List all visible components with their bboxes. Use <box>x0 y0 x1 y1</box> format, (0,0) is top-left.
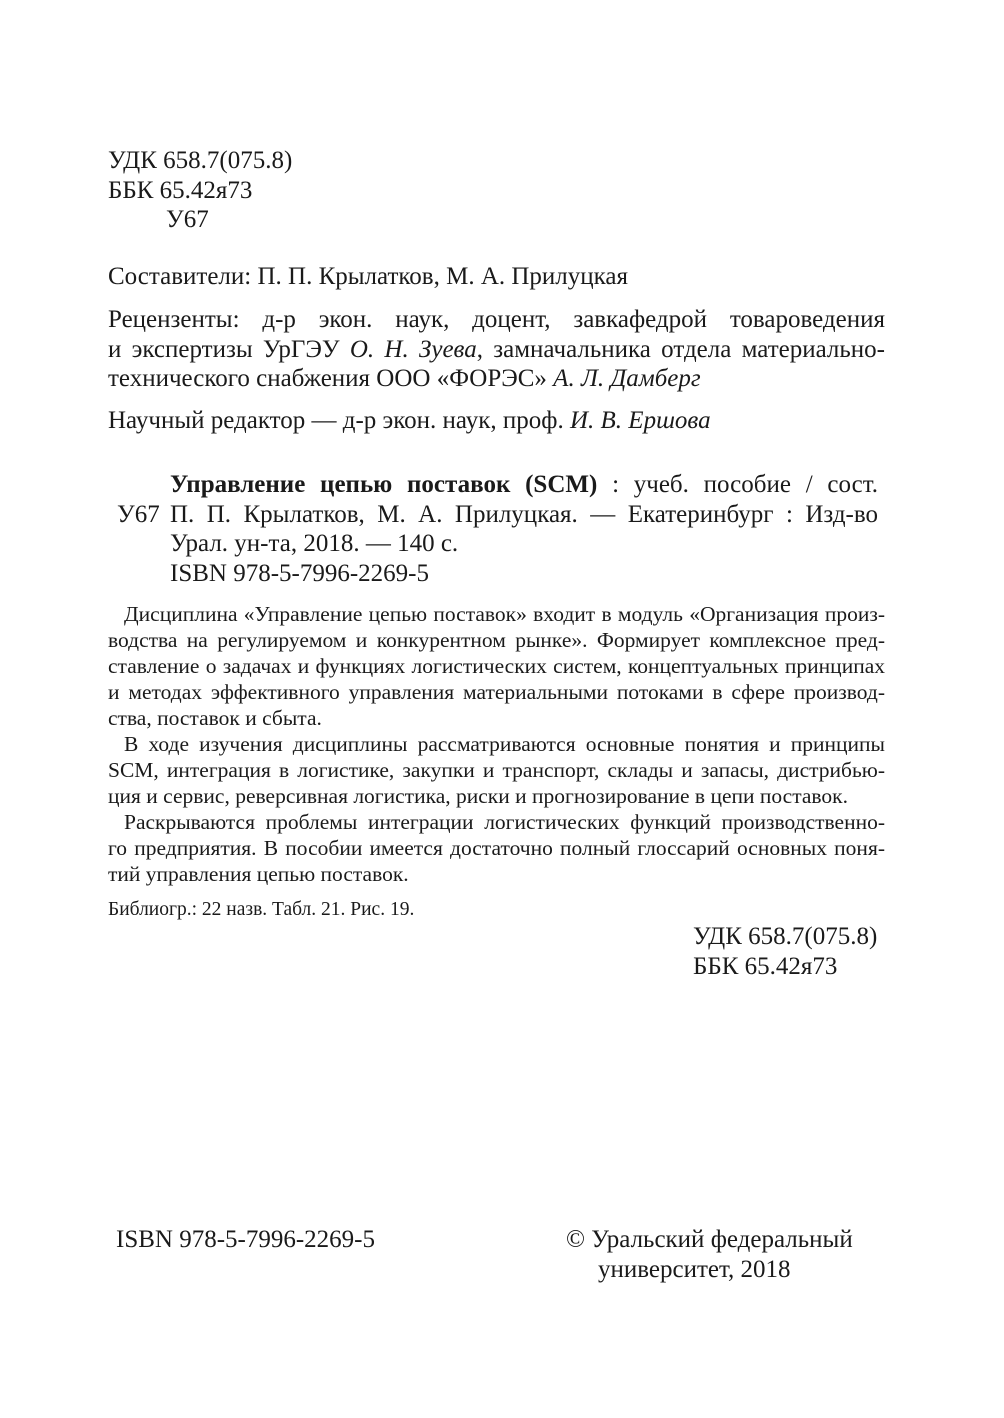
biblio-text: : учеб. пособие / сост. <box>597 471 878 498</box>
abstract-p2-line: В ходе изучения дисциплины рассматриваются основные понятия и принципы <box>124 732 885 756</box>
reviewers-line-3 <box>108 364 701 394</box>
bottom-isbn: ISBN 978-5-7996-2269-5 <box>116 1226 376 1253</box>
editor-name: И. В. Ершова <box>569 407 711 434</box>
compilers-line: Составители: П. П. Крылатков, М. А. Прилуцкая <box>108 263 629 290</box>
editor-text: Научный редактор — д-р экон. наук, проф. <box>108 407 570 434</box>
footer-bbk-code: ББК 65.42я73 <box>693 953 838 980</box>
udk-code: УДК 658.7(075.8) <box>108 147 293 174</box>
reviewer-name-zueva: О. Н. Зуева <box>349 336 477 363</box>
reviewers-text: технического снабжения ООО «ФОРЭС» <box>108 365 554 392</box>
abstract-p3-line: Раскрываются проблемы интеграции логистических функций производственно- <box>124 810 885 834</box>
editor-line <box>108 406 711 436</box>
reviewers-line-1: Рецензенты: д-р экон. наук, доцент, завкафедрой товароведения <box>108 306 885 333</box>
bbk-code: ББК 65.42я73 <box>108 177 253 204</box>
author-code: У67 <box>166 206 209 233</box>
bibliography-note: Библиогр.: 22 назв. Табл. 21. Рис. 19. <box>108 899 415 920</box>
reviewers-line-2 <box>108 335 885 365</box>
abstract-p1-line: и методах эффективного управления материальными потоками в сфере производ- <box>108 680 885 704</box>
reviewers-text: , замначальника отдела материально- <box>476 336 885 363</box>
abstract-p1-line: ства, поставок и сбыта. <box>108 706 322 730</box>
footer-udk-code: УДК 658.7(075.8) <box>693 923 878 950</box>
reviewer-name-damberg: А. Л. Дамберг <box>553 365 701 392</box>
abstract-p1-line: водства на регулируемом и конкурентном рынке». Формирует комплексное пред- <box>108 628 885 652</box>
book-title: Управление цепью поставок (SCM) <box>170 471 598 498</box>
biblio-isbn: ISBN 978-5-7996-2269-5 <box>170 560 430 587</box>
abstract-p3-line: го предприятия. В пособии имеется достаточно полный глоссарий основных поня- <box>108 836 885 860</box>
biblio-code: У67 <box>117 501 160 528</box>
abstract-p3-line: тий управления цепью поставок. <box>108 862 409 886</box>
abstract-p2-line: SCM, интеграция в логистике, закупки и транспорт, склады и запасы, дистрибью- <box>108 758 885 782</box>
biblio-line-2: П. П. Крылатков, М. А. Прилуцкая. — Екатеринбург : Изд-во <box>170 501 878 528</box>
copyright-line-2: университет, 2018 <box>598 1256 791 1283</box>
copyright-line-1: © Уральский федеральный <box>566 1226 853 1253</box>
reviewers-text: и экспертизы УрГЭУ <box>108 336 350 363</box>
abstract-p1-line: Дисциплина «Управление цепью поставок» входит в модуль «Организация произ- <box>124 602 885 626</box>
abstract-p1-line: ставление о задачах и функциях логистических систем, концептуальных принципах <box>108 654 885 678</box>
abstract-p2-line: ция и сервис, реверсивная логистика, риски и прогнозирование в цепи поставок. <box>108 784 848 808</box>
biblio-line-1 <box>170 470 878 500</box>
biblio-line-3: Урал. ун-та, 2018. — 140 с. <box>170 530 459 557</box>
